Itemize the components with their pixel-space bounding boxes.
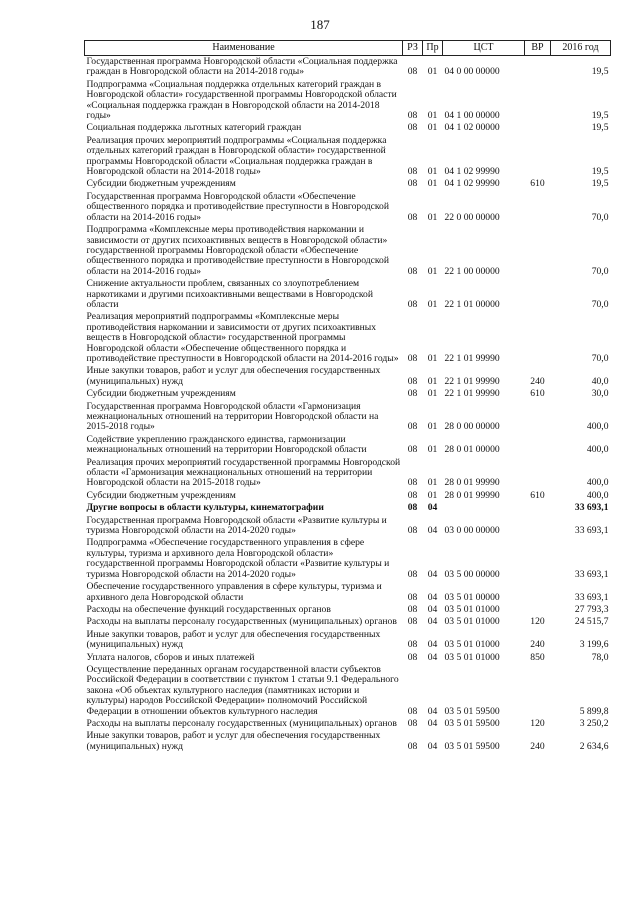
cell-name: Расходы на обеспечение функций государственных органов	[86, 603, 331, 615]
cell-name: Другие вопросы в области культуры, кинематографии	[86, 502, 324, 514]
cell-rz: 08	[407, 122, 418, 134]
table-row	[85, 457, 611, 490]
cell-pr: 01	[427, 166, 438, 178]
cell-name: Иные закупки товаров, работ и услуг для обеспечения государственных (муниципальных) нужд	[86, 628, 381, 651]
cell-pr: 04	[427, 705, 438, 717]
cell-rz: 08	[407, 616, 418, 628]
cell-vr: 610	[530, 178, 545, 190]
table-row	[85, 537, 611, 581]
cell-sum: 3 250,2	[579, 717, 609, 729]
table-row	[85, 311, 611, 365]
cell-rz: 08	[407, 388, 418, 400]
cell-sum: 5 899,8	[579, 705, 609, 717]
cell-cst: 04 1 02 99990	[444, 166, 500, 178]
header-pr: Пр	[423, 41, 443, 56]
cell-sum: 70,0	[591, 265, 609, 277]
cell-vr	[525, 278, 551, 311]
cell-vr	[525, 79, 551, 123]
cell-vr	[525, 581, 551, 604]
cell-name: Уплата налогов, сборов и иных платежей	[86, 651, 255, 663]
cell-sum: 19,5	[591, 166, 609, 178]
cell-cst: 04 0 00 00000	[444, 66, 500, 78]
cell-pr: 01	[427, 110, 438, 122]
header-cst: ЦСТ	[443, 41, 525, 56]
cell-vr: 850	[530, 651, 545, 663]
cell-cst: 03 5 01 01000	[444, 651, 500, 663]
cell-vr	[525, 122, 551, 134]
cell-vr	[525, 457, 551, 490]
cell-sum: 24 515,7	[574, 616, 609, 628]
cell-rz: 08	[407, 717, 418, 729]
table-row	[85, 730, 611, 753]
cell-vr	[525, 56, 551, 79]
cell-vr	[525, 664, 551, 718]
cell-pr: 01	[427, 489, 438, 501]
cell-name: Обеспечение государственного управления в сфере культуры, туризма и архивного дела Новгородской области	[86, 581, 382, 603]
cell-name: Реализация мероприятий подпрограммы «Комплексные меры противодействия наркомании и зависимости от других психоактивных веществ в Новгородской области» государственной программы Новгородской области «Обеспечение общественного порядка и противодействие преступности в Новгородской области на 2014-2016 годы»	[86, 311, 399, 364]
cell-cst: 22 1 01 99990	[444, 375, 500, 387]
table-row	[85, 616, 611, 628]
cell-rz: 08	[407, 265, 418, 277]
cell-sum: 33 693,1	[574, 568, 609, 580]
cell-rz: 08	[407, 110, 418, 122]
table-row	[85, 515, 611, 538]
cell-cst: 28 0 01 99990	[444, 489, 500, 501]
cell-name: Субсидии бюджетным учреждениям	[86, 388, 236, 400]
cell-sum: 27 793,3	[574, 603, 609, 615]
cell-rz: 08	[407, 568, 418, 580]
table-row	[85, 664, 611, 718]
table-row	[85, 56, 611, 79]
header-sum: 2016 год	[551, 41, 611, 56]
cell-sum: 70,0	[591, 211, 609, 223]
cell-sum: 400,0	[586, 477, 609, 489]
table-row	[85, 434, 611, 457]
cell-name: Социальная поддержка льготных категорий граждан	[86, 122, 302, 134]
cell-rz: 08	[407, 489, 418, 501]
cell-cst: 03 5 00 00000	[444, 568, 500, 580]
cell-name: Государственная программа Новгородской области «Гармонизация межнациональных отношений на территории Новгородской области на 2015-2018 годы»	[86, 400, 379, 433]
table-row	[85, 224, 611, 278]
table-row	[85, 178, 611, 190]
cell-rz: 08	[407, 591, 418, 603]
cell-cst: 22 1 00 00000	[444, 265, 500, 277]
table-row	[85, 502, 611, 514]
budget-table	[84, 40, 611, 753]
cell-pr: 01	[427, 178, 438, 190]
table-row	[85, 388, 611, 400]
cell-rz: 08	[407, 705, 418, 717]
cell-cst: 04 1 00 00000	[444, 110, 500, 122]
cell-pr: 04	[427, 717, 438, 729]
cell-sum: 400,0	[586, 489, 609, 501]
table-row	[85, 581, 611, 604]
cell-vr	[525, 502, 551, 514]
cell-cst: 03 5 01 01000	[444, 603, 500, 615]
cell-cst: 03 5 01 59500	[444, 740, 500, 752]
cell-sum: 33 693,1	[574, 591, 609, 603]
cell-cst: 04 1 02 99990	[444, 178, 500, 190]
cell-pr: 04	[427, 639, 438, 651]
cell-vr: 240	[530, 375, 545, 387]
cell-vr	[525, 604, 551, 616]
cell-sum: 3 199,6	[579, 639, 609, 651]
cell-pr: 04	[427, 502, 438, 514]
cell-name: Снижение актуальности проблем, связанных со злоупотреблением наркотиками и другими психоактивными веществами в Новгородской области	[86, 278, 373, 310]
table-header	[85, 41, 611, 56]
cell-rz: 08	[407, 740, 418, 752]
cell-cst	[443, 502, 525, 514]
cell-cst: 28 0 01 00000	[444, 444, 500, 456]
cell-rz: 08	[407, 477, 418, 489]
cell-sum: 78,0	[591, 651, 609, 663]
cell-vr	[525, 401, 551, 434]
cell-vr	[525, 537, 551, 581]
cell-rz: 08	[407, 651, 418, 663]
cell-sum: 2 634,6	[579, 740, 609, 752]
cell-cst: 22 0 00 00000	[444, 211, 500, 223]
cell-cst: 03 0 00 00000	[444, 525, 500, 537]
cell-vr	[525, 135, 551, 179]
table-row	[85, 718, 611, 730]
cell-vr	[525, 434, 551, 457]
header-rz: РЗ	[403, 41, 423, 56]
cell-name: Субсидии бюджетным учреждениям	[86, 178, 236, 190]
cell-name: Подпрограмма «Комплексные меры противодействия наркомании и зависимости от других психоактивных веществ в Новгородской области» государственной программы Новгородской области «Обеспечение общественного порядка и противодействие преступности в Новгородской области на 2014-2016 годы»	[86, 224, 389, 277]
cell-rz: 08	[407, 603, 418, 615]
page-number: 187	[310, 17, 330, 32]
cell-name: Расходы на выплаты персоналу государственных (муниципальных) органов	[86, 616, 397, 628]
cell-pr: 04	[427, 740, 438, 752]
cell-pr: 01	[427, 388, 438, 400]
table-row	[85, 79, 611, 123]
cell-cst: 03 5 01 59500	[444, 705, 500, 717]
table-row	[85, 629, 611, 652]
header-vr: ВР	[525, 41, 551, 56]
cell-cst: 22 1 01 00000	[444, 298, 500, 310]
cell-cst: 04 1 02 00000	[444, 122, 500, 134]
cell-sum: 33 693,1	[574, 502, 609, 514]
cell-cst: 22 1 01 99990	[444, 388, 500, 400]
cell-pr: 04	[427, 568, 438, 580]
cell-sum: 19,5	[591, 178, 609, 190]
cell-pr: 01	[427, 421, 438, 433]
cell-sum: 70,0	[591, 298, 609, 310]
cell-vr	[525, 311, 551, 365]
cell-name: Осуществление переданных органам государственной власти субъектов Российской Федерации в соответствии с пунктом 1 статьи 9.1 Федерального закона «Об объектах культурного наследия (памятниках истории и культуры) народов Российской Федерации» полномочий Российской Федерации в отношении объектов культурного наследия	[86, 663, 399, 717]
cell-vr: 120	[530, 616, 545, 628]
cell-pr: 04	[427, 525, 438, 537]
cell-vr: 240	[530, 740, 545, 752]
cell-rz: 08	[407, 298, 418, 310]
table-row	[85, 401, 611, 434]
cell-sum: 400,0	[586, 421, 609, 433]
cell-rz: 08	[407, 502, 418, 514]
cell-sum: 19,5	[591, 110, 609, 122]
cell-sum: 33 693,1	[574, 525, 609, 537]
table-row	[85, 604, 611, 616]
cell-pr: 04	[427, 651, 438, 663]
table-row	[85, 135, 611, 179]
cell-name: Государственная программа Новгородской области «Обеспечение общественного порядка и противодействие преступности в Новгородской области на 2014-2016 годы»	[86, 190, 389, 223]
cell-cst: 22 1 01 99990	[444, 352, 500, 364]
cell-vr: 610	[530, 388, 545, 400]
cell-rz: 08	[407, 639, 418, 651]
cell-cst: 03 5 01 01000	[444, 616, 500, 628]
header-row	[85, 41, 611, 56]
cell-cst: 03 5 01 01000	[444, 639, 500, 651]
cell-sum: 40,0	[591, 375, 609, 387]
cell-pr: 01	[427, 298, 438, 310]
cell-vr: 120	[530, 717, 545, 729]
cell-cst: 28 0 00 00000	[444, 421, 500, 433]
cell-name: Государственная программа Новгородской области «Развитие культуры и туризма Новгородской области на 2014-2020 годы»	[86, 514, 387, 537]
cell-name: Субсидии бюджетным учреждениям	[86, 489, 236, 501]
cell-pr: 04	[427, 603, 438, 615]
header-name: Наименование	[85, 41, 403, 56]
cell-pr: 04	[427, 591, 438, 603]
cell-pr: 01	[427, 265, 438, 277]
cell-vr	[525, 515, 551, 538]
cell-cst: 03 5 01 00000	[444, 591, 500, 603]
cell-rz: 08	[407, 444, 418, 456]
cell-name: Государственная программа Новгородской области «Социальная поддержка граждан в Новгородской области на 2014-2018 годы»	[86, 56, 398, 78]
cell-cst: 28 0 01 99990	[444, 477, 500, 489]
cell-vr	[525, 224, 551, 278]
cell-vr: 610	[530, 489, 545, 501]
cell-pr: 01	[427, 477, 438, 489]
cell-vr	[525, 191, 551, 224]
cell-rz: 08	[407, 421, 418, 433]
cell-name: Иные закупки товаров, работ и услуг для обеспечения государственных (муниципальных) нужд	[86, 730, 381, 752]
cell-pr: 01	[427, 444, 438, 456]
table-row	[85, 652, 611, 664]
cell-rz: 08	[407, 375, 418, 387]
cell-rz: 08	[407, 525, 418, 537]
cell-pr: 01	[427, 122, 438, 134]
table-row	[85, 490, 611, 502]
cell-cst: 03 5 01 59500	[444, 717, 500, 729]
cell-sum: 30,0	[591, 388, 609, 400]
table-row	[85, 191, 611, 224]
cell-name: Содействие укреплению гражданского единства, гармонизации межнациональных отношений на территории Новгородской области	[86, 433, 367, 456]
cell-vr: 240	[530, 639, 545, 651]
table-body	[85, 56, 611, 754]
table-row	[85, 365, 611, 388]
cell-name: Расходы на выплаты персоналу государственных (муниципальных) органов	[86, 717, 397, 729]
table-row	[85, 278, 611, 311]
cell-name: Подпрограмма «Социальная поддержка отдельных категорий граждан в Новгородской области» государственной программы Новгородской области «Социальная поддержка граждан в Новгородской области на 2014-2018 годы»	[86, 78, 397, 122]
cell-rz: 08	[407, 178, 418, 190]
cell-name: Реализация прочих мероприятий государственной программы Новгородской области «Гармонизация межнациональных отношений на территории Новгородской области на 2015-2018 годы»	[86, 456, 401, 489]
cell-pr: 01	[427, 66, 438, 78]
cell-name: Реализация прочих мероприятий подпрограммы «Социальная поддержка отдельных категорий граждан в Новгородской области» государственной программы Новгородской области «Социальная поддержка граждан в Новгородской области на 2014-2018 годы»	[86, 134, 387, 178]
cell-pr: 01	[427, 211, 438, 223]
table-row	[85, 122, 611, 134]
cell-name: Иные закупки товаров, работ и услуг для обеспечения государственных (муниципальных) нужд	[86, 365, 381, 387]
cell-pr: 04	[427, 616, 438, 628]
cell-rz: 08	[407, 352, 418, 364]
cell-rz: 08	[407, 166, 418, 178]
cell-rz: 08	[407, 211, 418, 223]
cell-sum: 19,5	[591, 122, 609, 134]
cell-pr: 01	[427, 352, 438, 364]
cell-sum: 400,0	[586, 444, 609, 456]
cell-sum: 19,5	[591, 66, 609, 78]
cell-rz: 08	[407, 66, 418, 78]
cell-name: Подпрограмма «Обеспечение государственного управления в сфере культуры, туризма и архивного дела Новгородской области» государственной программы Новгородской области «Развитие культуры и туризма Новгородской области на 2014-2020 годы»	[86, 537, 390, 580]
cell-pr: 01	[427, 375, 438, 387]
cell-sum: 70,0	[591, 352, 609, 364]
